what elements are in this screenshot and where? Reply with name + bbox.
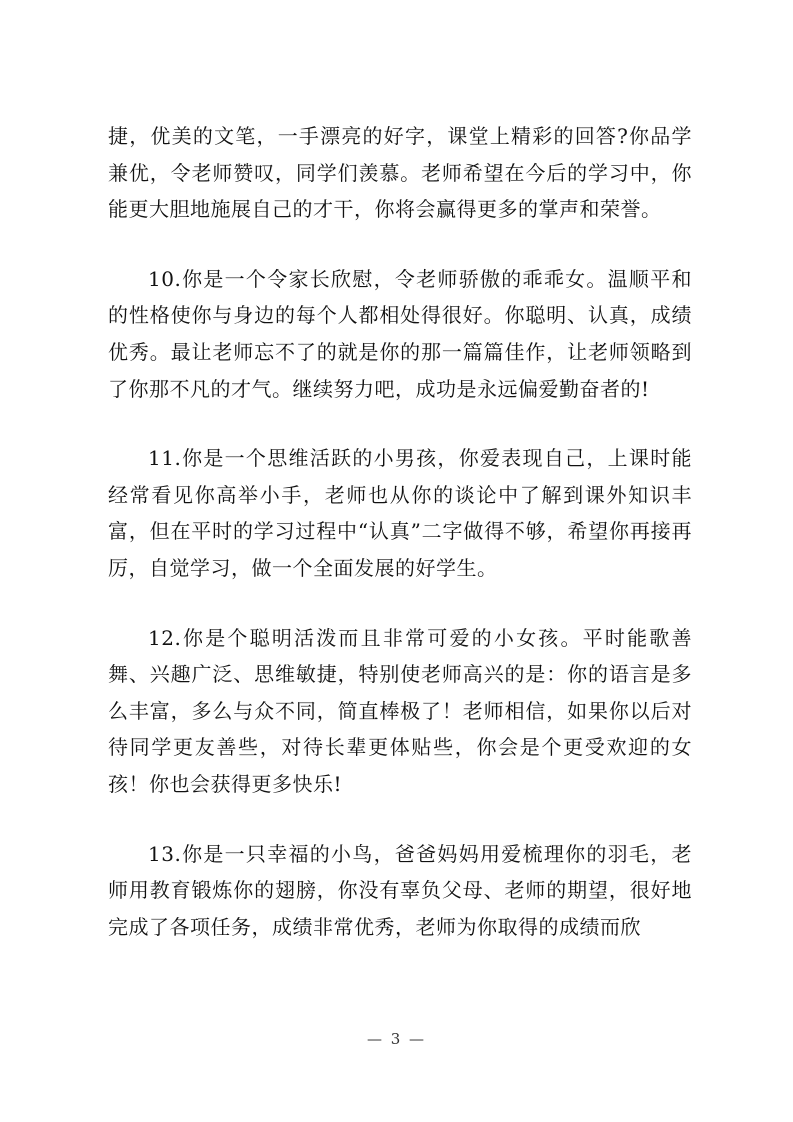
page-number-footer: — 3 — [366,1030,427,1048]
paragraph-continued: 捷，优美的文笔，一手漂亮的好字，课堂上精彩的回答?你品学兼优，令老师赞叹，同学们羡慕。老师希望在今后的学习中，你能更大胆地施展自己的才干，你将会赢得更多的掌声和荣誉。 [108,124,692,222]
document-body [108,118,692,978]
paragraph-13: 13.你是一只幸福的小鸟，爸爸妈妈用爱梳理你的羽毛，老师用教育锻炼你的翅膀，你没有辜负父母、老师的期望，很好地完成了各项任务，成绩非常优秀，老师为你取得的成绩而欣 [108,841,692,939]
paragraph-10: 10.你是一个令家长欣慰，令老师骄傲的乖乖女。温顺平和的性格使你与身边的每个人都相处得很好。你聪明、认真，成绩优秀。最让老师忘不了的就是你的那一篇篇佳作，让老师领略到了你那不凡的才气。继续努力吧，成功是永远偏爱勤奋者的! [108,266,692,401]
paragraph-12: 12.你是个聪明活泼而且非常可爱的小女孩。平时能歌善舞、兴趣广泛、思维敏捷，特别使老师高兴的是：你的语言是多么丰富，多么与众不同，简直棒极了！老师相信，如果你以后对待同学更友善些，对待长辈更体贴些，你会是个更受欢迎的女孩！你也会获得更多快乐! [108,625,692,796]
paragraph-11: 11.你是一个思维活跃的小男孩，你爱表现自己，上课时能经常看见你高举小手，老师也从你的谈论中了解到课外知识丰富，但在平时的学习过程中“认真”二字做得不够，希望你再接再厉，自觉学习，做一个全面发展的好学生。 [108,446,692,580]
